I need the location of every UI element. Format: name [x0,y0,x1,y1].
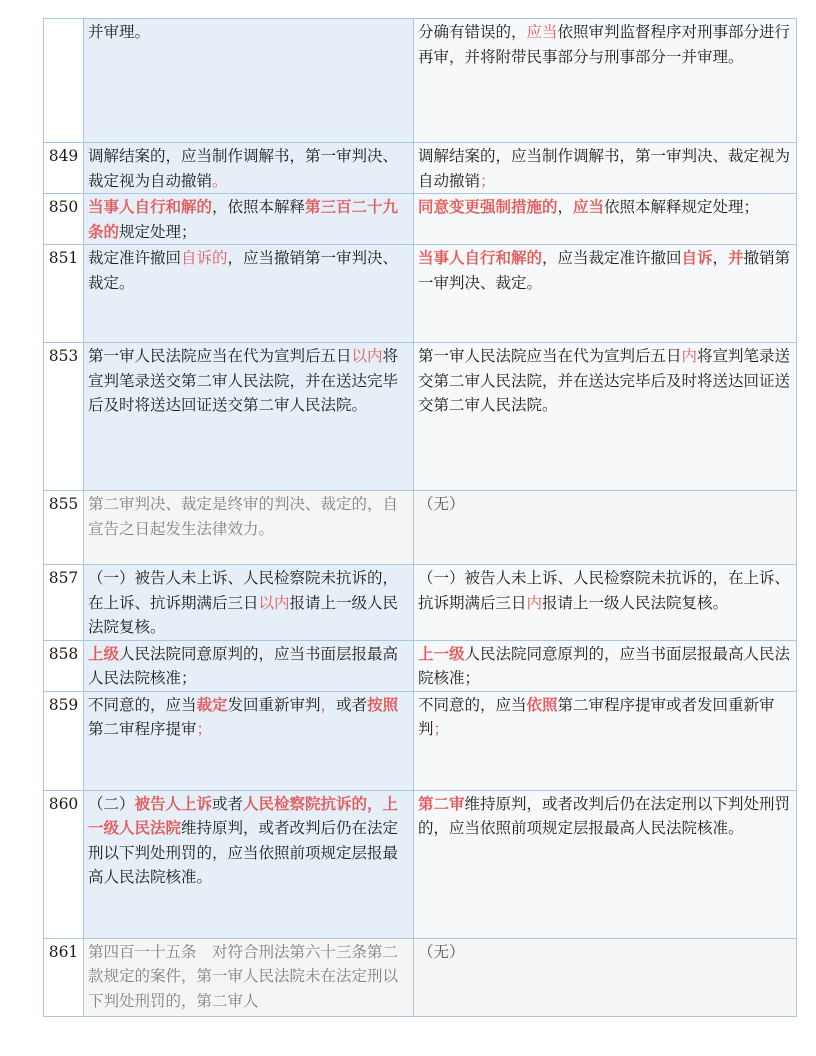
new-provision-cell [414,640,797,691]
highlighted-text: 自诉 [681,248,713,267]
highlighted-text: 当事人自行和解的 [418,248,543,267]
old-provision-cell [84,343,414,491]
highlighted-text: 第二审 [418,793,465,813]
table-row [44,640,797,691]
text-segment: 分确有错误的， [418,23,527,41]
old-provision-cell [84,691,414,790]
new-provision-cell [414,938,797,1016]
highlighted-text: 以内 [258,593,290,612]
old-provision-cell [84,640,414,691]
comparison-table [43,18,797,1017]
text-segment: 维持原判，或者改判后仍在法定刑以下判处刑罚的，应当依照前项规定层报最高人民法院核准。 [418,794,791,837]
new-provision-cell [414,790,797,938]
highlighted-text: 应当 [526,23,558,41]
old-provision-cell [84,19,414,143]
highlighted-text: 依照 [526,694,558,714]
text-segment: 或者 [212,794,244,813]
text-segment: 调解结案的，应当制作调解书，第一审判决、裁定视为自动撤销 [88,147,399,190]
text-segment: 第二审程序提审 [88,720,197,738]
text-segment: （一）被告人未上诉、人民检察院未抗诉的，在上诉、抗诉期满后三日 [88,569,399,612]
new-provision-cell [414,691,797,790]
row-number: 851 [44,245,84,343]
text-segment: 报请上一级人民法院复核。 [542,593,729,612]
old-provision-cell [84,565,414,641]
text-segment: 不同意的，应当 [88,695,197,714]
highlighted-text: 自诉的 [181,249,228,267]
highlighted-text: ； [480,171,496,190]
highlighted-text: 。 [212,171,228,190]
new-provision-cell [414,491,797,565]
highlighted-text: 以内 [351,347,383,365]
table-row [44,790,797,938]
row-number: 860 [44,790,84,938]
text-segment: 人民法院同意原判的，应当书面层报最高人民法院核准； [88,644,399,687]
row-number: 853 [44,343,84,491]
row-number [44,19,84,143]
highlighted-text: ； [433,720,450,738]
table-row [44,194,797,245]
old-provision-cell [84,143,414,194]
new-provision-cell [414,565,797,641]
text-segment: 维持原判，或者改判后仍在法定刑以下判处刑罚的，应当依照前项规定层报最高人民法院核准。 [88,819,399,886]
highlighted-text: 第三百二十九条的 [88,197,399,241]
text-segment: ， [557,198,574,216]
text-segment: （二） [88,794,135,813]
old-provision-cell [84,938,414,1016]
text-segment: 将宣判笔录送交第二审人民法院，并在送达完毕后及时将送达回证送交第二审人民法院。 [88,347,399,414]
highlighted-text: 上一级 [418,643,465,663]
row-number: 849 [44,143,84,194]
table-row [44,245,797,343]
highlighted-text: 同意变更强制措施的 [418,197,558,216]
new-provision-cell [414,143,797,194]
table-row [44,19,797,143]
row-number: 857 [44,565,84,641]
text-segment: 第四百一十五条 对符合刑法第六十三条第二款规定的案件，第一审人民法院未在法定刑以下判处刑罚的，第二审人 [88,942,399,1010]
highlighted-text: 按照 [367,694,399,714]
new-provision-cell [414,19,797,143]
highlighted-text: ； [196,720,213,738]
highlighted-text: 并 [728,248,744,267]
text-segment: （无） [418,942,465,961]
comparison-table-body [44,19,797,1017]
text-segment: 第二审判决、裁定是终审的判决、裁定的，自宣告之日起发生法律效力。 [88,495,399,538]
text-segment: 第一审人民法院应当在代为宣判后五日 [418,347,682,365]
text-segment: 不同意的，应当 [418,695,527,714]
old-provision-cell [84,491,414,565]
text-segment: （无） [418,495,465,513]
highlighted-text: 裁定 [196,694,228,714]
table-row [44,343,797,491]
text-segment: 第一审人民法院应当在代为宣判后五日 [88,347,352,365]
old-provision-cell [84,245,414,343]
text-segment: 人民法院同意原判的，应当书面层报最高人民法院核准； [418,644,791,687]
row-number: 859 [44,691,84,790]
text-segment: （一）被告人未上诉、人民检察院未抗诉的，在上诉、抗诉期满后三日 [418,569,791,612]
table-row [44,143,797,194]
text-segment: 将宣判笔录送交第二审人民法院，并在送达完毕后及时将送达回证送交第二审人民法院。 [418,347,791,414]
text-segment: ，应当撤销第一审判决、裁定。 [88,249,399,292]
highlighted-text: 应当 [573,197,605,216]
table-row [44,938,797,1016]
new-provision-cell [414,245,797,343]
text-segment: 依照本解释规定处理； [604,198,760,216]
new-provision-cell [414,194,797,245]
highlighted-text: 内 [526,593,543,612]
text-segment: 并审理。 [88,23,151,41]
highlighted-text: 内 [681,347,698,365]
text-segment: 报请上一级人民法院复核。 [88,593,399,636]
table-row [44,491,797,565]
row-number: 861 [44,938,84,1016]
new-provision-cell [414,343,797,491]
row-number: 855 [44,491,84,565]
text-segment: 撤销第一审判决、裁定。 [418,249,791,292]
text-segment: 发回重新审判 [227,695,321,714]
highlighted-text: 当事人自行和解的 [88,197,213,216]
text-segment: ，依照本解释 [212,198,306,216]
highlighted-text: 人民检察院抗诉的，上一级人民法院 [88,793,399,837]
old-provision-cell [84,194,414,245]
row-number: 858 [44,640,84,691]
text-segment: 依照审判监督程序对刑事部分进行再审，并将附带民事部分与刑事部分一并审理。 [418,23,791,66]
highlighted-text: ， [320,695,337,714]
text-segment: ，应当裁定准许撤回 [542,249,682,267]
text-segment: 调解结案的，应当制作调解书，第一审判决、裁定视为自动撤销 [418,147,791,190]
text-segment: 或者 [336,695,368,714]
text-segment: ， [712,249,729,267]
row-number: 850 [44,194,84,245]
text-segment: 第二审程序提审或者发回重新审判 [418,695,775,738]
old-provision-cell [84,790,414,938]
table-row [44,565,797,641]
text-segment: 裁定准许撤回 [88,249,182,267]
highlighted-text: 被告人上诉 [134,793,213,813]
text-segment: 规定处理； [119,222,197,241]
table-row [44,691,797,790]
highlighted-text: 上级 [88,643,120,663]
